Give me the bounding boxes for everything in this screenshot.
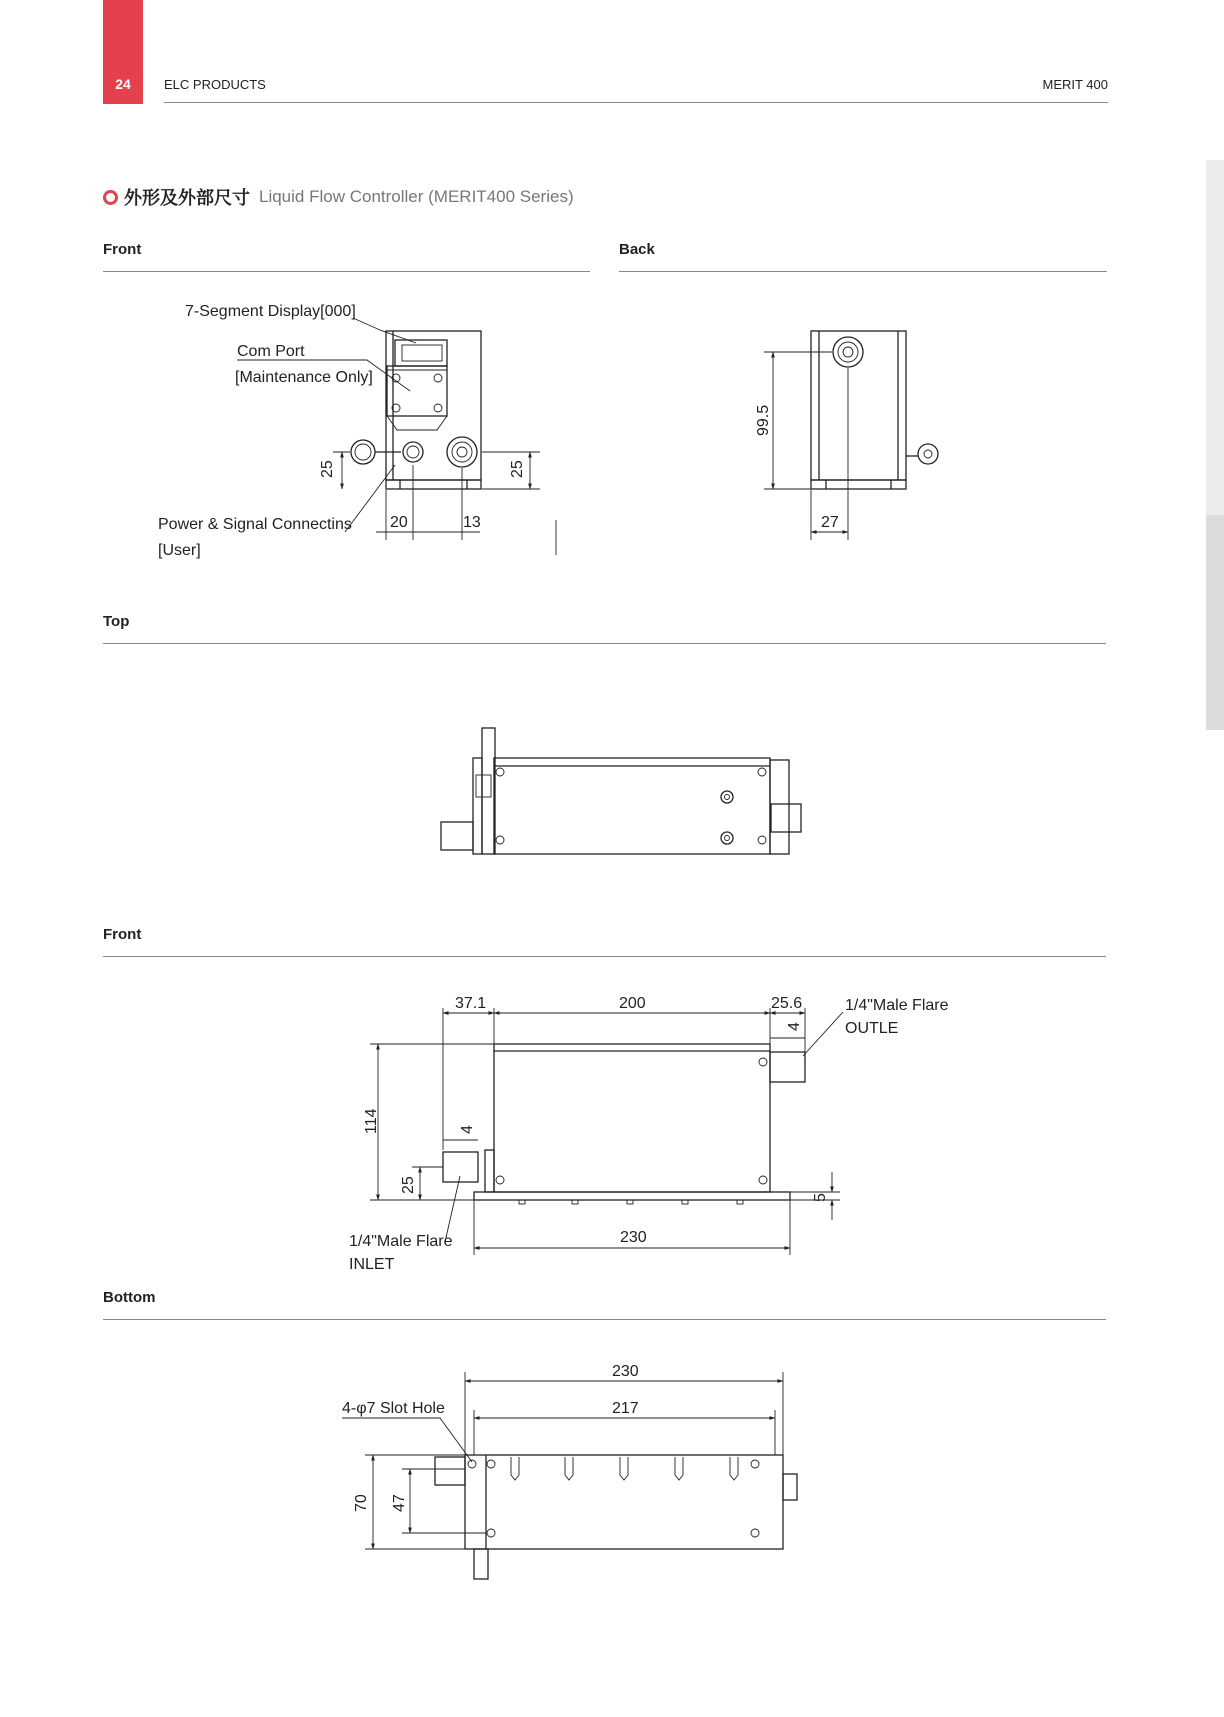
label-slot-hole: 4-φ7 Slot Hole <box>342 1400 445 1417</box>
title-chinese: 外形及外部尺寸 <box>124 188 250 209</box>
dim-back-width: 27 <box>821 514 839 531</box>
dim-front-13: 13 <box>463 514 481 531</box>
header-section-title: ELC PRODUCTS <box>164 77 266 92</box>
dim-front-right-25: 25 <box>509 460 526 478</box>
title-english: Liquid Flow Controller (MERIT400 Series) <box>259 187 574 206</box>
dim-bottom-217: 217 <box>612 1400 639 1417</box>
label-7-segment-display: 7-Segment Display[000] <box>185 303 356 320</box>
label-inlet-flare: 1/4"Male Flare <box>349 1233 453 1250</box>
dim-side-5: 5 <box>812 1193 829 1202</box>
label-power-signal-note: [User] <box>158 542 201 559</box>
dim-front-left-25: 25 <box>319 460 336 478</box>
dim-side-230: 230 <box>620 1229 647 1246</box>
label-power-signal: Power & Signal Connectins <box>158 516 352 533</box>
label-outlet-flare: 1/4"Male Flare <box>845 997 949 1014</box>
label-com-port-note: [Maintenance Only] <box>235 369 373 386</box>
label-bottom-view: Bottom <box>103 1289 156 1306</box>
dim-back-height: 99.5 <box>755 404 772 436</box>
header-product-name: MERIT 400 <box>1042 77 1108 92</box>
label-com-port: Com Port <box>237 343 305 360</box>
label-back-view: Back <box>619 241 655 258</box>
label-front-side-view: Front <box>103 926 142 943</box>
dim-bottom-47: 47 <box>391 1494 408 1512</box>
top-view-drawing <box>441 728 801 854</box>
back-view-drawing <box>764 331 938 540</box>
dim-side-25-6: 25.6 <box>771 995 803 1012</box>
label-outlet: OUTLE <box>845 1020 899 1037</box>
dim-side-37-1: 37.1 <box>455 995 487 1012</box>
label-front-view: Front <box>103 241 142 258</box>
front-side-view-drawing <box>370 1008 843 1255</box>
dim-side-4-inlet: 4 <box>459 1125 476 1134</box>
page-number: 24 <box>115 76 131 92</box>
dim-side-4-outlet: 4 <box>786 1022 803 1031</box>
dim-side-200: 200 <box>619 995 646 1012</box>
dim-bottom-230: 230 <box>612 1363 639 1380</box>
dim-side-25: 25 <box>400 1176 417 1194</box>
dim-front-20: 20 <box>390 514 408 531</box>
dim-bottom-70: 70 <box>353 1494 370 1512</box>
label-top-view: Top <box>103 613 130 630</box>
label-inlet: INLET <box>349 1256 395 1273</box>
dim-side-114: 114 <box>363 1108 380 1134</box>
